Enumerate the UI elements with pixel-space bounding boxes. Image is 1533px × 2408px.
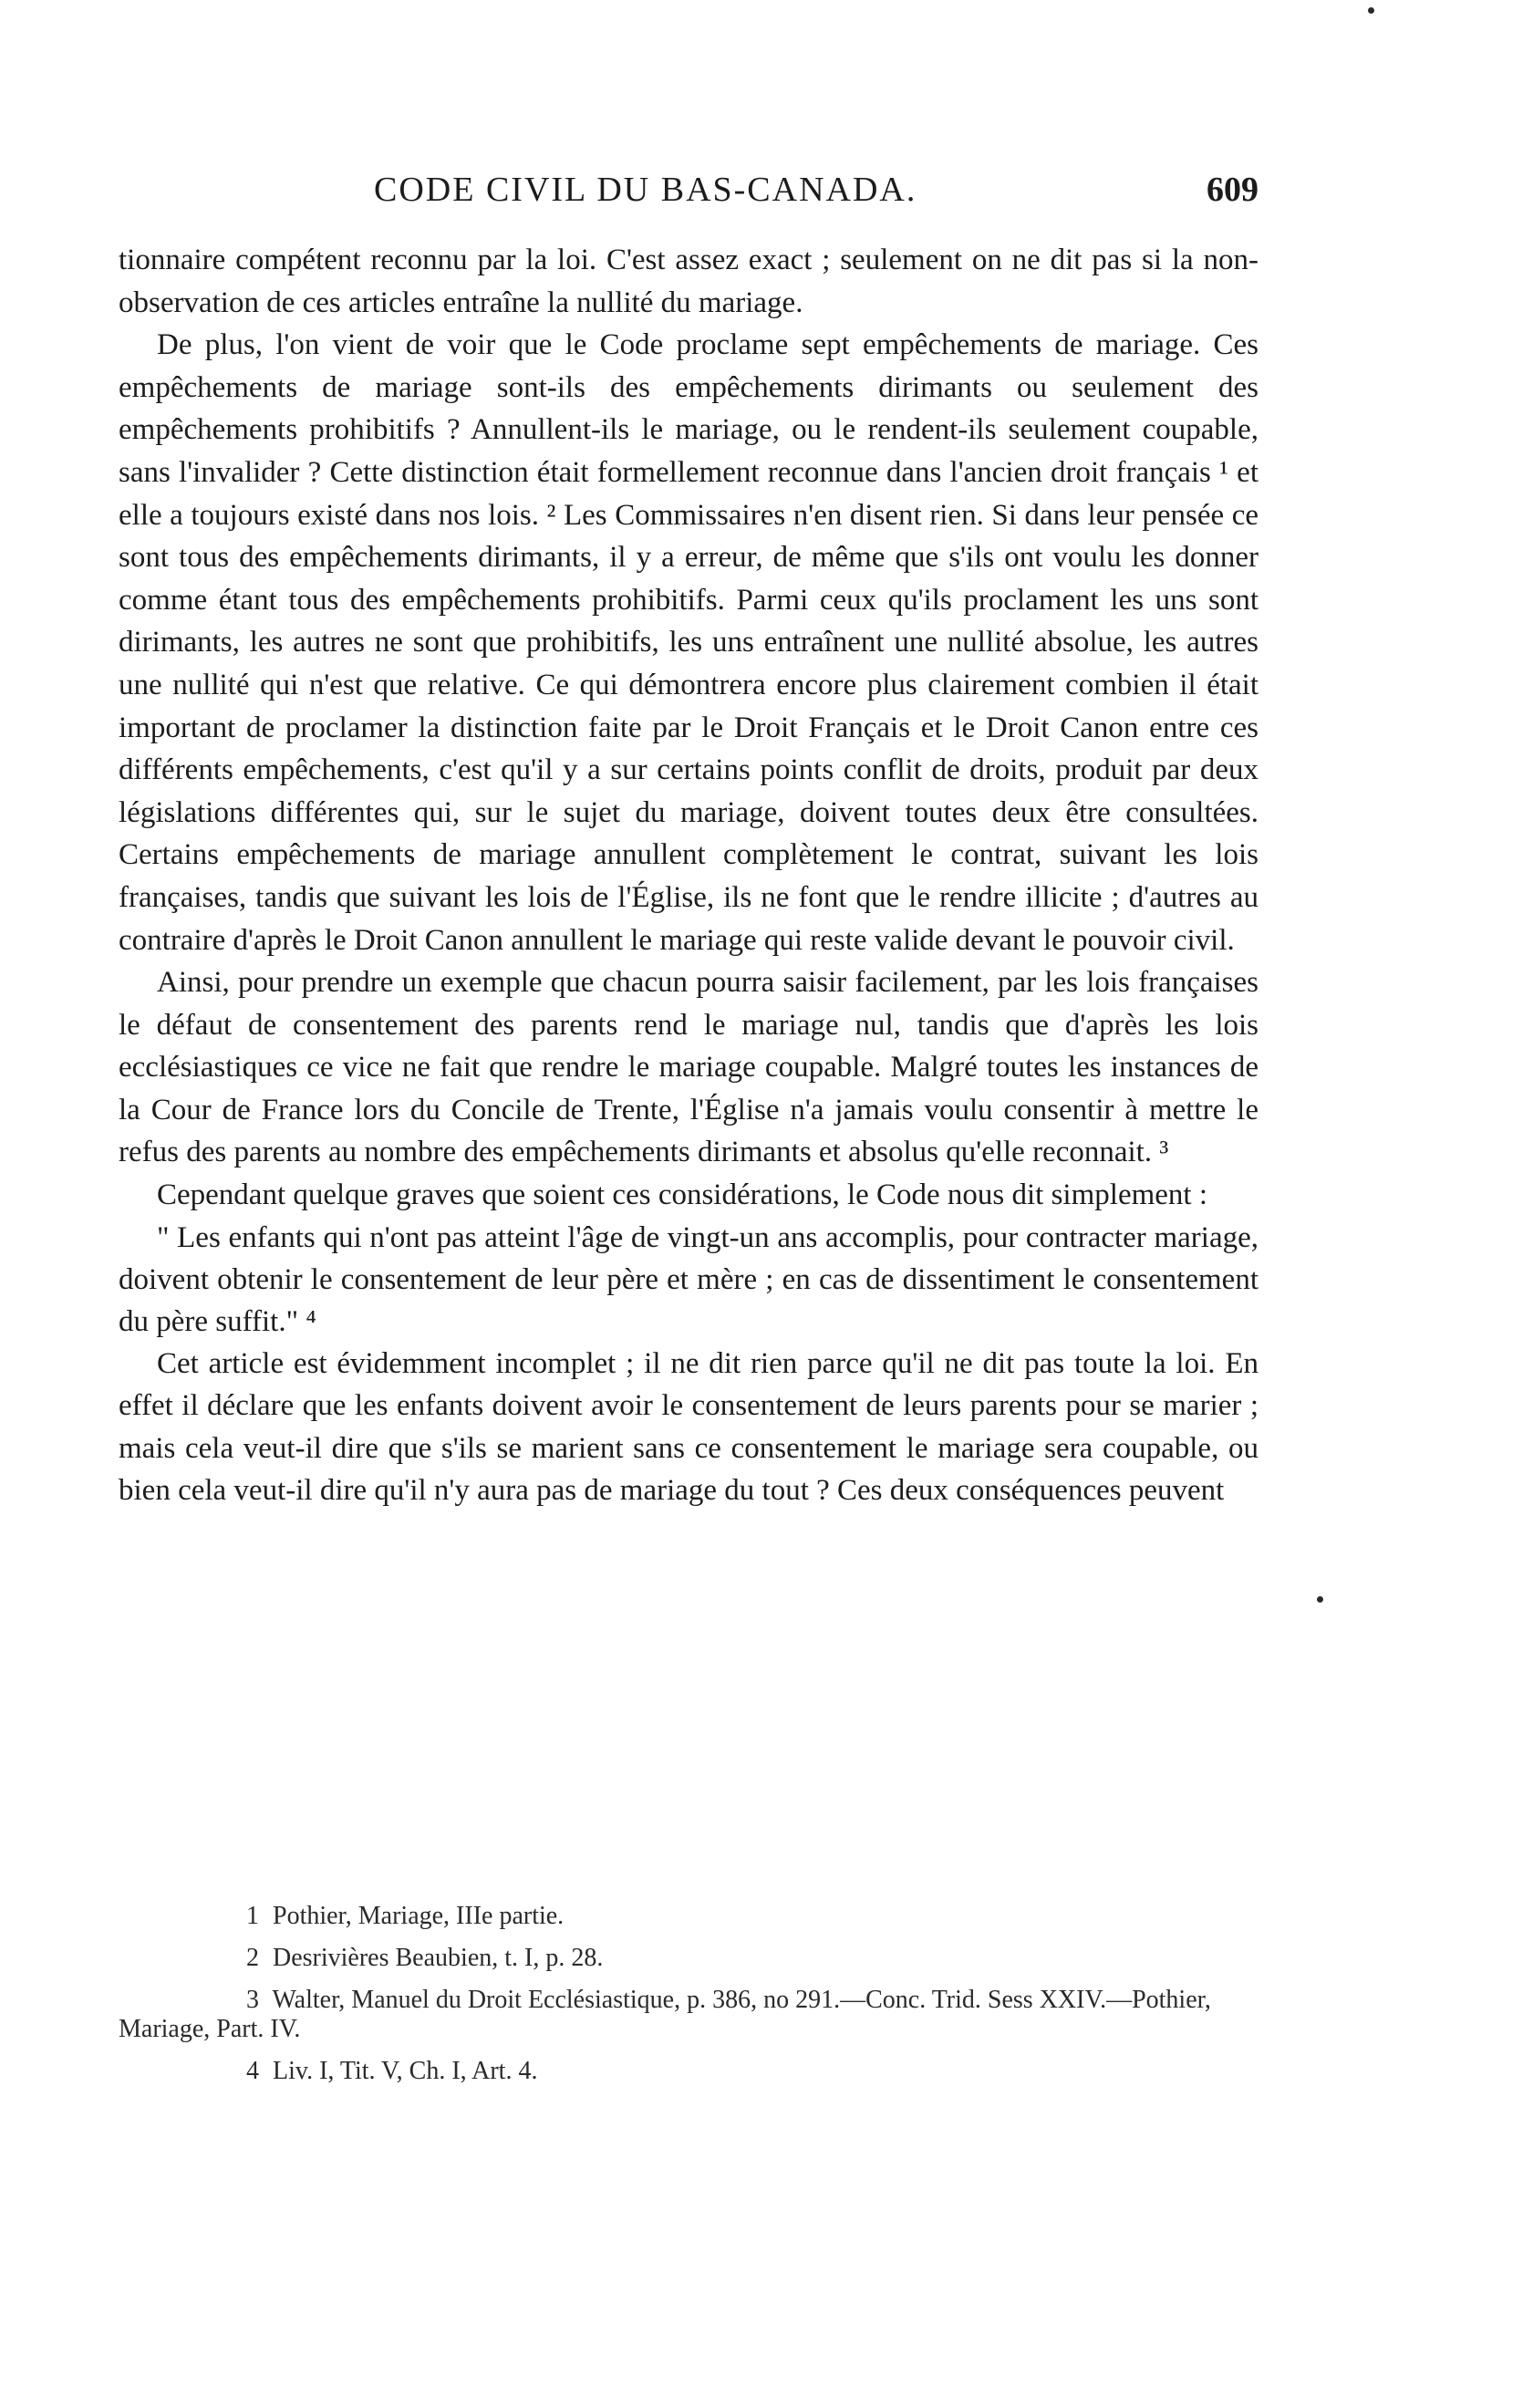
footnote-number: 4 (246, 2057, 259, 2085)
paragraph-impediments: De plus, l'on vient de voir que le Code proclame sept empêchements de mariage. Ces empêchements de mariage sont-ils des empêchements dirimants ou seulement des empêchements prohibitifs ? Annullent-ils le mariage, ou le rendent-ils seulement coupable, sans l'invalider ? Cette distinction était formellement reconnue dans l'ancien droit français ¹ et elle a toujours existé dans nos lois. ² Les Commissaires n'en disent rien. Si dans leur pensée ce sont tous des empêchements dirimants, il y a erreur, de même que s'ils ont voulu les donner comme étant tous des empêchements prohibitifs. Parmi ceux qu'ils proclament les uns sont dirimants, les autres ne sont que prohibitifs, les uns entraînent une nullité absolue, les autres une nullité qui n'est que relative. Ce qui démontrera encore plus clairement combien il était important de proclamer la distinction faite par le Droit Français et le Droit Canon entre ces différents empêchements, c'est qu'il y a sur certains points conflit de droits, produit par deux législations différentes qui, sur le sujet du mariage, doivent toutes deux être consultées. Certains empêchements de mariage annullent complètement le contrat, suivant les lois françaises, tandis que suivant les lois de l'Église, ils ne font que le rendre illicite ; d'autres au contraire d'après le Droit Canon annullent le mariage qui reste valide devant le pouvoir civil. (119, 328, 1259, 957)
print-speck (1317, 1596, 1323, 1603)
body-text (119, 239, 1259, 1512)
footnote-2 (119, 1944, 1259, 1973)
running-title: CODE CIVIL DU BAS-CANADA. (374, 171, 917, 209)
paragraph-example: Ainsi, pour prendre un exemple que chacun pourra saisir facilement, par les lois françaises le défaut de consentement des parents rend le mariage nul, tandis que d'après les lois ecclésiastiques ce vice ne fait que rendre le mariage coupable. Malgré toutes les instances de la Cour de France lors du Concile de Trente, l'Église n'a jamais voulu consentir à mettre le refus des parents au nombre des empêchements dirimants et absolus qu'elle reconnait. ³ (119, 966, 1259, 1169)
footnote-4 (119, 2057, 1259, 2086)
footnote-3 (119, 1986, 1259, 2044)
footnote-number: 3 (246, 1986, 259, 2014)
footnote-1 (119, 1902, 1259, 1931)
paragraph-considerations: Cependant quelque graves que soient ces considérations, le Code nous dit simplement : (157, 1178, 1207, 1212)
print-speck (1368, 7, 1374, 14)
footnote-text: Desrivières Beaubien, t. I, p. 28. (273, 1944, 604, 1972)
footnote-text: Pothier, Mariage, IIIe partie. (273, 1902, 565, 1930)
quoted-article: " Les enfants qui n'ont pas atteint l'âge de vingt-un ans accomplis, pour contracter mariage, doivent obtenir le consentement de leur père et mère ; en cas de dissentiment le consentement du père suffit." ⁴ (119, 1220, 1259, 1338)
footnote-text: Walter, Manuel du Droit Ecclésiastique, p. 386, no 291.—Conc. Trid. Sess XXIV.—Pothier, Mariage, Part. IV. (119, 1986, 1211, 2043)
paragraph-continuation: tionnaire compétent reconnu par la loi. C'est assez exact ; seulement on ne dit pas si la non-observation de ces articles entraîne la nullité du mariage. (119, 244, 1259, 319)
footnote-text: Liv. I, Tit. V, Ch. I, Art. 4. (273, 2057, 538, 2085)
footnote-number: 2 (246, 1944, 259, 1972)
footnotes (119, 1902, 1259, 2099)
paragraph-analysis: Cet article est évidemment incomplet ; il ne dit rien parce qu'il ne dit pas toute la loi. En effet il déclare que les enfants doivent avoir le consentement de leurs parents pour se marier ; mais cela veut-il dire que s'ils se marient sans ce consentement le mariage sera coupable, ou bien cela veut-il dire qu'il n'y aura pas de mariage du tout ? Ces deux conséquences peuvent (119, 1346, 1259, 1508)
running-head (119, 167, 1259, 213)
page-number: 609 (1207, 171, 1259, 209)
footnote-number: 1 (246, 1902, 259, 1930)
